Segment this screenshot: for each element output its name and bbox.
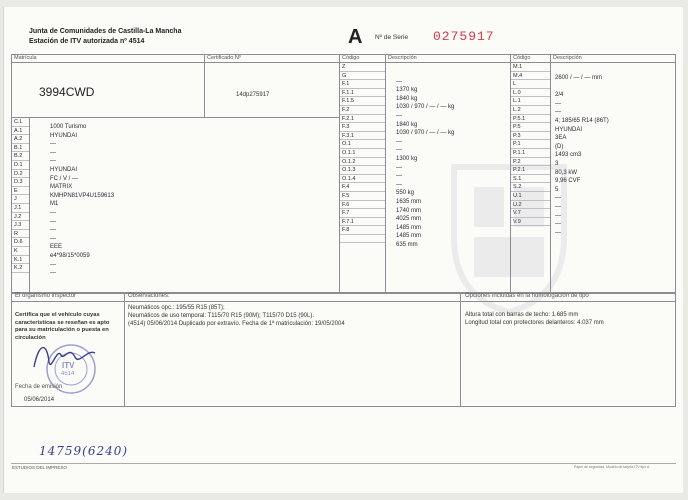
field-value: 80,3 kW (555, 169, 578, 176)
field-value: 1493 cm3 (555, 152, 582, 159)
field-code: F.5 (340, 192, 385, 201)
field-code (340, 235, 385, 244)
field-code: S.2 (511, 183, 550, 192)
bottom-section (11, 292, 676, 407)
field-value: e4*98/15*0059 (50, 252, 90, 259)
field-value: 4; 185/65 R14 (86T) (555, 117, 609, 124)
signature-icon (29, 337, 99, 377)
field-value: — (50, 209, 56, 216)
field-value: — (50, 158, 56, 165)
field-value: — (555, 221, 561, 228)
field-value: — (50, 270, 56, 277)
field-code: P.5.1 (511, 115, 550, 124)
field-value: 1840 kg (396, 121, 418, 128)
field-value: 4025 mm (396, 216, 422, 223)
field-value: HYUNDAI (555, 126, 583, 133)
field-code: P.1 (511, 140, 550, 149)
field-code: R (12, 230, 29, 239)
field-value: 5 (555, 186, 559, 193)
field-code: O.1 (340, 140, 385, 149)
field-value: M1 (50, 201, 59, 208)
field-code: P.5 (511, 123, 550, 132)
field-code: V.9 (511, 218, 550, 227)
field-value: — (555, 109, 561, 116)
field-code: F.2 (340, 106, 385, 115)
field-code: M.4 (511, 72, 550, 81)
field-code: L.2 (511, 106, 550, 115)
field-value: 3EA (555, 135, 567, 142)
field-code: B.1 (12, 144, 29, 153)
field-code: Z (340, 63, 385, 72)
field-value (394, 69, 509, 78)
field-code: P.3 (511, 132, 550, 141)
field-code: J.3 (12, 221, 29, 230)
field-code: J.1 (12, 204, 29, 213)
field-code: A.2 (12, 135, 29, 144)
field-value: 1030 / 970 / — / — kg (396, 130, 455, 137)
field-code: F.6 (340, 201, 385, 210)
field-value: (D) (555, 143, 564, 150)
field-value: 635 mm (396, 241, 418, 248)
field-code: U.1 (511, 192, 550, 201)
field-value: MATRIX (50, 184, 73, 191)
field-code: P.1.1 (511, 149, 550, 158)
field-code: D.6 (12, 238, 29, 247)
label-descripcion-right: Descripción (553, 55, 582, 61)
field-code: J (12, 195, 29, 204)
field-code: P.2 (511, 158, 550, 167)
field-value: — (555, 203, 561, 210)
certificate-number: 14dp275917 (236, 92, 270, 98)
field-code: E (12, 187, 29, 196)
field-value: 2600 / — / — mm (555, 75, 603, 81)
field-value: — (396, 147, 402, 154)
option-line-2: Longitud total con protectores delanteros: 4.037 mm (465, 320, 604, 326)
observation-line-3: (4514) 05/06/2014 Duplicado por extravío. Fecha de 1ª matriculación: 19/05/2004 (128, 321, 345, 327)
label-certificado: Certificado Nº (207, 55, 241, 61)
field-value: 1485 mm (396, 224, 422, 231)
inspector-label: El organismo inspector (15, 293, 77, 299)
field-code: D.1 (12, 161, 29, 170)
footer-right: Papel de seguridad. Modelo de tarjeta ITV tipo A (574, 465, 650, 469)
field-code: P.2.1 (511, 166, 550, 175)
right-value-column (553, 74, 673, 237)
field-value: 1300 kg (396, 155, 418, 162)
field-value: — (396, 78, 402, 85)
field-value: HYUNDAI (50, 166, 78, 173)
field-code: L.0 (511, 89, 550, 98)
field-code: D.2 (12, 170, 29, 179)
middle-value-column (394, 69, 509, 249)
field-code: F.3.1 (340, 132, 385, 141)
stamp-text: ITV (62, 361, 75, 370)
field-value: 1485 mm (396, 233, 422, 240)
field-code: F.4 (340, 183, 385, 192)
field-value: 9,96 CVF (555, 178, 581, 185)
field-value: 1030 / 970 / — / — kg (396, 104, 455, 111)
option-line-1: Altura total con barras de techo: 1.685 mm (465, 312, 579, 318)
field-value: — (396, 181, 402, 188)
field-value: — (555, 212, 561, 219)
field-code: A.1 (12, 127, 29, 136)
field-code: L.1 (511, 97, 550, 106)
field-code: K.2 (12, 264, 29, 273)
field-code: O.1.1 (340, 149, 385, 158)
field-value: — (50, 149, 56, 156)
series-label: Nº de Serie (375, 34, 409, 41)
label-codigo-right: Código (513, 55, 531, 61)
left-value-column (48, 123, 328, 278)
field-value: — (555, 229, 561, 236)
field-value: — (50, 227, 56, 234)
field-code: F.7 (340, 209, 385, 218)
plate-number: 3994CWD (39, 85, 95, 99)
field-code: J.2 (12, 213, 29, 222)
field-value: — (396, 164, 402, 171)
label-matricula: Matrícula (14, 55, 37, 61)
field-value (553, 83, 673, 92)
field-value: 1370 kg (396, 87, 418, 94)
field-value: 1840 kg (396, 95, 418, 102)
field-value: — (50, 141, 56, 148)
field-code: L (511, 80, 550, 89)
field-code: F.8 (340, 226, 385, 235)
field-code: U.2 (511, 201, 550, 210)
field-value: — (396, 112, 402, 119)
date-label: Fecha de emisión (15, 384, 63, 390)
field-code: O.1.3 (340, 166, 385, 175)
field-code: O.1.4 (340, 175, 385, 184)
field-value: — (396, 173, 402, 180)
field-code: S.1 (511, 175, 550, 184)
footer-left: ESTUDIOS DEL IMPRESO (12, 465, 67, 470)
field-value: — (50, 218, 56, 225)
middle-code-column (340, 63, 385, 243)
series-letter: A (348, 26, 363, 48)
certification-text: Certifica que el vehículo cuyas características se reseñan es apto para su matriculación o puesta en circulación (15, 312, 110, 341)
emission-date: 05/06/2014 (24, 397, 55, 403)
field-value: — (396, 138, 402, 145)
observations-label: Observaciones: (128, 293, 170, 299)
field-code: K.1 (12, 256, 29, 265)
field-value: 2/4 (555, 92, 564, 99)
handwritten-reference: 14759(6240) (39, 444, 129, 458)
field-code: F.2.1 (340, 115, 385, 124)
options-label: Opciones incluidas en la homologación de tipo (465, 293, 589, 299)
field-value: 3 (555, 160, 559, 167)
field-code: G (340, 72, 385, 81)
label-codigo-mid: Código (342, 55, 360, 61)
field-value: 1000 Turismo (50, 124, 87, 130)
field-value: 550 kg (396, 190, 415, 197)
header-station: Estación de ITV autorizada nº 4514 (29, 38, 145, 45)
field-code: K (12, 247, 29, 256)
field-value: FC / V / — (50, 175, 79, 182)
stamp-number: 4514 (61, 371, 75, 377)
itv-card (3, 7, 683, 493)
field-value: — (50, 261, 56, 268)
field-code: C.L (12, 118, 29, 127)
field-value: — (555, 100, 561, 107)
field-code: O.1.2 (340, 158, 385, 167)
field-value: — (50, 235, 56, 242)
observation-line-1: Neumáticos opc.: 195/55 R15 (85T); (128, 305, 225, 311)
right-code-column (511, 63, 550, 226)
field-code: F.3 (340, 123, 385, 132)
field-value: HYUNDAI (50, 132, 78, 139)
field-code: F.7.1 (340, 218, 385, 227)
field-code: F.1.1 (340, 89, 385, 98)
left-code-column (12, 118, 29, 273)
field-value: 1635 mm (396, 198, 422, 205)
field-code: B.2 (12, 152, 29, 161)
field-code: M.1 (511, 63, 550, 72)
field-value: EEE (50, 244, 63, 251)
series-number: 0275917 (433, 29, 495, 44)
field-value: KMHPN81VP4U159613 (50, 192, 115, 199)
field-code: F.1 (340, 80, 385, 89)
header-authority: Junta de Comunidades de Castilla-La Mancha (29, 28, 182, 35)
field-code: F.1.5 (340, 97, 385, 106)
label-descripcion-mid: Descripción (388, 55, 417, 61)
field-value: — (555, 195, 561, 202)
observation-line-2: Neumáticos de uso temporal: T115/70 R15 (90M); T115/70 D15 (90L). (128, 313, 314, 319)
field-code: V.7 (511, 209, 550, 218)
field-code: D.3 (12, 178, 29, 187)
field-value: 1740 mm (396, 207, 422, 214)
